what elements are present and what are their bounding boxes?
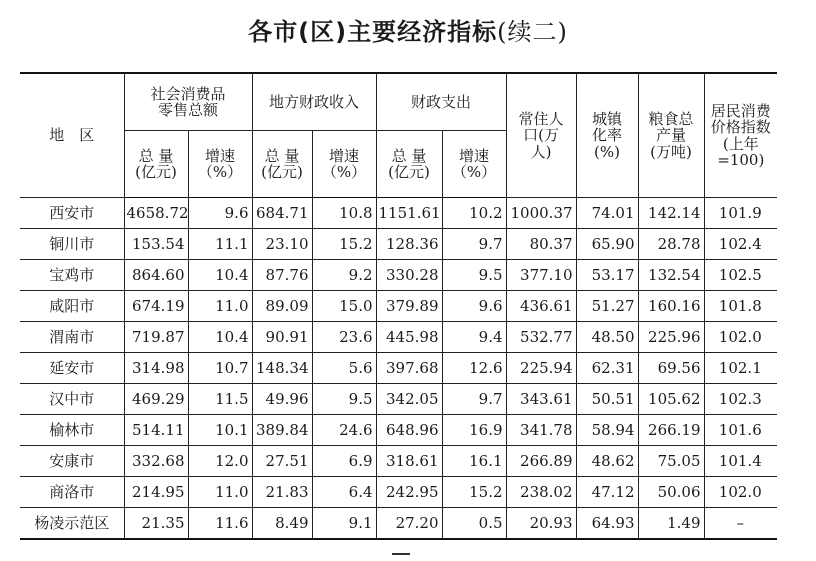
value-cell: 58.94 [576,415,638,446]
header-urbanization: 城镇化率(%) [576,73,638,198]
value-cell: 15.2 [442,477,506,508]
value-cell: 12.6 [442,353,506,384]
value-cell: 11.5 [188,384,252,415]
value-cell: 64.93 [576,508,638,540]
value-cell: 102.3 [704,384,777,415]
value-cell: 1151.61 [376,198,442,229]
value-cell: 53.17 [576,260,638,291]
value-cell: 341.78 [506,415,576,446]
value-cell: 10.4 [188,260,252,291]
value-cell: 330.28 [376,260,442,291]
table-row [20,477,777,508]
value-cell: 65.90 [576,229,638,260]
value-cell: 23.10 [252,229,312,260]
value-cell: 50.51 [576,384,638,415]
table-row [20,291,777,322]
value-cell: 648.96 [376,415,442,446]
value-cell: 10.8 [312,198,376,229]
value-cell: 11.1 [188,229,252,260]
header-region: 地 区 [20,73,124,198]
value-cell: 102.1 [704,353,777,384]
value-cell: 9.6 [442,291,506,322]
value-cell: 674.19 [124,291,188,322]
value-cell: 10.7 [188,353,252,384]
value-cell: 50.06 [638,477,704,508]
value-cell: 9.6 [188,198,252,229]
value-cell: 48.50 [576,322,638,353]
value-cell: 27.20 [376,508,442,540]
value-cell: 684.71 [252,198,312,229]
value-cell: 10.1 [188,415,252,446]
page-title-main: 各市(区)主要经济指标 [248,18,498,46]
value-cell: 11.0 [188,477,252,508]
table-row [20,353,777,384]
header-cpi: 居民消费价格指数(上年=100) [704,73,777,198]
table-row [20,415,777,446]
value-cell: 314.98 [124,353,188,384]
value-cell: 11.6 [188,508,252,540]
table-row [20,508,777,540]
value-cell: 6.4 [312,477,376,508]
value-cell: 16.1 [442,446,506,477]
table-row [20,260,777,291]
value-cell: 436.61 [506,291,576,322]
value-cell: 128.36 [376,229,442,260]
value-cell: 153.54 [124,229,188,260]
value-cell: 332.68 [124,446,188,477]
value-cell: 11.0 [188,291,252,322]
economic-indicators-table [20,72,777,540]
value-cell: 9.4 [442,322,506,353]
value-cell: 74.01 [576,198,638,229]
region-cell: 汉中市 [20,384,124,415]
region-cell: 安康市 [20,446,124,477]
value-cell: 9.1 [312,508,376,540]
value-cell: 16.9 [442,415,506,446]
value-cell: 47.12 [576,477,638,508]
value-cell: 532.77 [506,322,576,353]
value-cell: 377.10 [506,260,576,291]
value-cell: 9.2 [312,260,376,291]
value-cell: – [704,508,777,540]
value-cell: 27.51 [252,446,312,477]
header-expenditure-total: 总 量(亿元) [376,131,442,198]
value-cell: 225.96 [638,322,704,353]
value-cell: 132.54 [638,260,704,291]
value-cell: 49.96 [252,384,312,415]
region-cell: 商洛市 [20,477,124,508]
value-cell: 9.7 [442,384,506,415]
region-cell: 延安市 [20,353,124,384]
value-cell: 4658.72 [124,198,188,229]
value-cell: 101.8 [704,291,777,322]
value-cell: 102.5 [704,260,777,291]
header-retail-total: 总 量(亿元) [124,131,188,198]
value-cell: 24.6 [312,415,376,446]
table-row [20,384,777,415]
value-cell: 214.95 [124,477,188,508]
table-row [20,229,777,260]
value-cell: 15.2 [312,229,376,260]
value-cell: 160.16 [638,291,704,322]
value-cell: 10.4 [188,322,252,353]
region-cell: 渭南市 [20,322,124,353]
value-cell: 87.76 [252,260,312,291]
value-cell: 89.09 [252,291,312,322]
value-cell: 51.27 [576,291,638,322]
value-cell: 69.56 [638,353,704,384]
value-cell: 12.0 [188,446,252,477]
value-cell: 5.6 [312,353,376,384]
region-cell: 咸阳市 [20,291,124,322]
value-cell: 1000.37 [506,198,576,229]
value-cell: 342.05 [376,384,442,415]
table-row [20,322,777,353]
value-cell: 101.4 [704,446,777,477]
value-cell: 242.95 [376,477,442,508]
value-cell: 0.5 [442,508,506,540]
value-cell: 1.49 [638,508,704,540]
value-cell: 389.84 [252,415,312,446]
value-cell: 21.35 [124,508,188,540]
region-cell: 杨凌示范区 [20,508,124,540]
value-cell: 9.7 [442,229,506,260]
value-cell: 318.61 [376,446,442,477]
value-cell: 10.2 [442,198,506,229]
value-cell: 23.6 [312,322,376,353]
value-cell: 9.5 [442,260,506,291]
header-expenditure-group: 财政支出 [376,73,506,131]
value-cell: 8.49 [252,508,312,540]
value-cell: 238.02 [506,477,576,508]
page-title-sub: (续二) [497,18,568,46]
value-cell: 397.68 [376,353,442,384]
value-cell: 225.94 [506,353,576,384]
value-cell: 6.9 [312,446,376,477]
region-cell: 榆林市 [20,415,124,446]
value-cell: 266.19 [638,415,704,446]
header-grain: 粮食总产量(万吨) [638,73,704,198]
page-title [0,12,816,47]
region-cell: 西安市 [20,198,124,229]
value-cell: 148.34 [252,353,312,384]
table-row [20,446,777,477]
value-cell: 28.78 [638,229,704,260]
header-expenditure-growth: 增速（%） [442,131,506,198]
value-cell: 9.5 [312,384,376,415]
region-cell: 铜川市 [20,229,124,260]
value-cell: 102.0 [704,322,777,353]
value-cell: 20.93 [506,508,576,540]
value-cell: 21.83 [252,477,312,508]
value-cell: 719.87 [124,322,188,353]
region-cell: 宝鸡市 [20,260,124,291]
header-retail-group: 社会消费品零售总额 [124,73,252,131]
table-row [20,198,777,229]
value-cell: 469.29 [124,384,188,415]
header-revenue-growth: 增速（%） [312,131,376,198]
header-retail-growth: 增速（%） [188,131,252,198]
value-cell: 80.37 [506,229,576,260]
value-cell: 62.31 [576,353,638,384]
header-revenue-total: 总 量(亿元) [252,131,312,198]
value-cell: 102.4 [704,229,777,260]
value-cell: 266.89 [506,446,576,477]
value-cell: 15.0 [312,291,376,322]
value-cell: 343.61 [506,384,576,415]
header-population: 常住人口(万人) [506,73,576,198]
value-cell: 90.91 [252,322,312,353]
value-cell: 514.11 [124,415,188,446]
value-cell: 445.98 [376,322,442,353]
value-cell: 102.0 [704,477,777,508]
page-footer-mark [392,553,410,559]
value-cell: 48.62 [576,446,638,477]
value-cell: 105.62 [638,384,704,415]
value-cell: 379.89 [376,291,442,322]
table-body [20,198,777,540]
value-cell: 75.05 [638,446,704,477]
value-cell: 142.14 [638,198,704,229]
value-cell: 101.6 [704,415,777,446]
value-cell: 864.60 [124,260,188,291]
value-cell: 101.9 [704,198,777,229]
header-revenue-group: 地方财政收入 [252,73,376,131]
